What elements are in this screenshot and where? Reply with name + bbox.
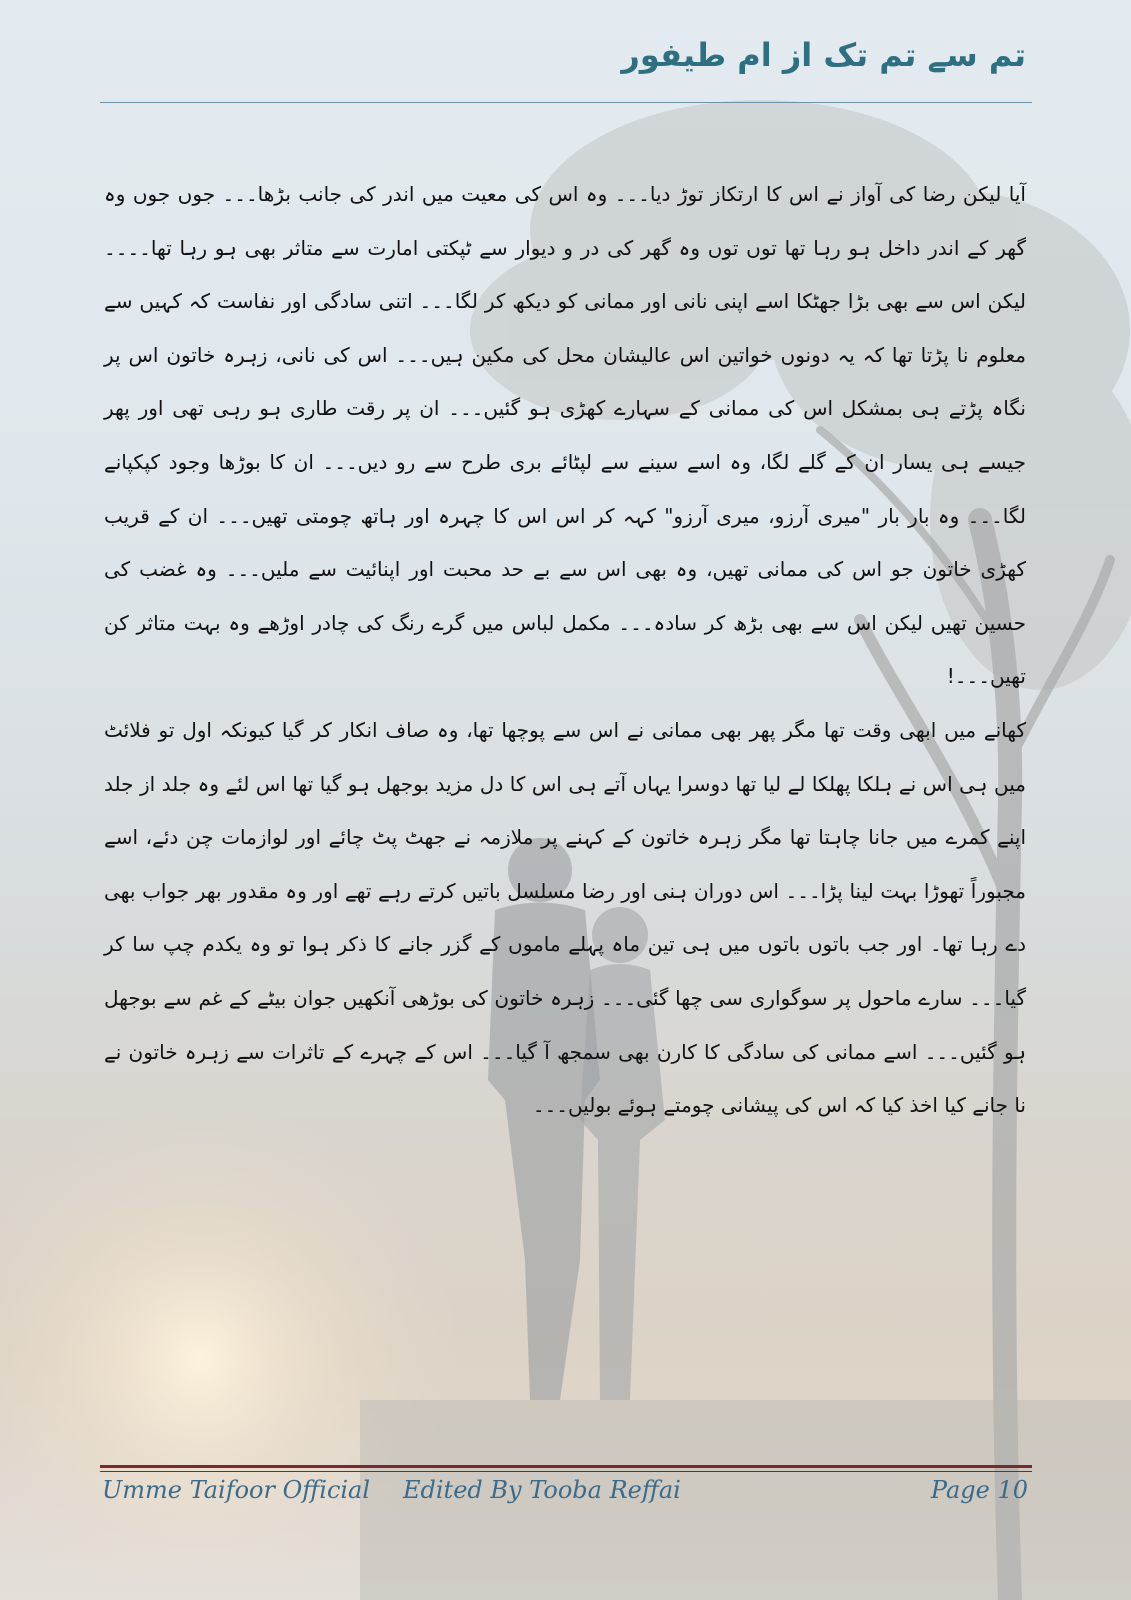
footer-divider-thick [100, 1465, 1032, 1468]
footer-divider-thin [100, 1471, 1032, 1472]
page-number: Page 10 [930, 1476, 1028, 1504]
footer-author: Umme Taifoor Official [102, 1476, 371, 1504]
page-title: تم سے تم تک از ام طیفور [621, 36, 1026, 74]
page-body [104, 168, 1026, 1133]
paragraph: کھانے میں ابھی وقت تھا مگر پھر بھی ممانی نے اس سے پوچھا تھا، وہ صاف انکار کر گیا کیونکہ اول تو فلائٹ میں ہی اس نے ہلکا پھلکا لے لیا تھا دوسرا یہاں آتے ہی اس کا دل مزید بوجھل ہو گیا تھا اس لئے وہ جلد از جلد اپنے کمرے میں جانا چاہتا تھا مگر زہرہ خاتون کے کہنے پر ملازمہ نے جھٹ پٹ چائے اور لوازمات چن دئے، اسے مجبوراً تھوڑا بہت لینا پڑا۔۔۔ اس دوران ہنی اور رضا مسلسل باتیں کرتے رہے تھے اور وہ مقدور بھر جواب بھی دے رہا تھا۔ اور جب باتوں باتوں میں ہی تین ماہ پہلے ماموں کے گزر جانے کا ذکر ہوا تو وہ یکدم چپ سا کر گیا۔۔۔ سارے ماحول پر سوگواری سی چھا گئی۔۔۔ زہرہ خاتون کی بوڑھی آنکھیں جوان بیٹے کے غم سے بوجھل ہو گئیں۔۔۔ اسے ممانی کی سادگی کا کارن بھی سمجھ آ گیا۔۔۔ اس کے چہرے کے تاثرات سے زہرہ خاتون نے نا جانے کیا اخذ کیا کہ اس کی پیشانی چومتے ہوئے بولیں۔۔۔ [104, 717, 1026, 1118]
paragraph: آیا لیکن رضا کی آواز نے اس کا ارتکاز توڑ دیا۔۔۔ وہ اس کی معیت میں اندر کی جانب بڑھا۔۔۔ جوں جوں وہ گھر کے اندر داخل ہو رہا تھا توں توں وہ گھر کی در و دیوار سے ٹپکتی امارت سے متاثر بھی ہو رہا تھا۔۔۔۔ لیکن اس سے بھی بڑا جھٹکا اسے اپنی نانی اور ممانی کو دیکھ کر لگا۔۔۔ اتنی سادگی اور نفاست کہ کہیں سے معلوم نا پڑتا تھا کہ یہ دونوں خواتین اس عالیشان محل کی مکین ہیں۔۔۔ اس کی نانی، زہرہ خاتون اس پر نگاہ پڑتے ہی بمشکل اس کی ممانی کے سہارے کھڑی ہو گئیں۔۔۔ ان پر رقت طاری ہو رہی تھی اور پھر جیسے ہی یسار ان کے گلے لگا، وہ اسے سینے سے لپٹائے بری طرح سے رو دیں۔۔۔ ان کا بوڑھا وجود کپکپانے لگا۔۔۔ وہ بار بار "میری آرزو، میری آرزو" کہہ کر اس اس کا چہرہ اور ہاتھ چومتی تھیں۔۔۔ ان کے قریب کھڑی خاتون جو اس کی ممانی تھیں، وہ بھی اس سے بے حد محبت اور اپنائیت سے ملیں۔۔۔ وہ غضب کی حسین تھیں لیکن اس سے بھی بڑھ کر سادہ۔۔۔ مکمل لباس میں گرے رنگ کی چادر اوڑھے وہ بہت متاثر کن تھیں۔۔۔! [104, 182, 1026, 689]
header-divider [100, 102, 1032, 103]
footer-editor: Edited By Tooba Reffai [403, 1476, 681, 1504]
